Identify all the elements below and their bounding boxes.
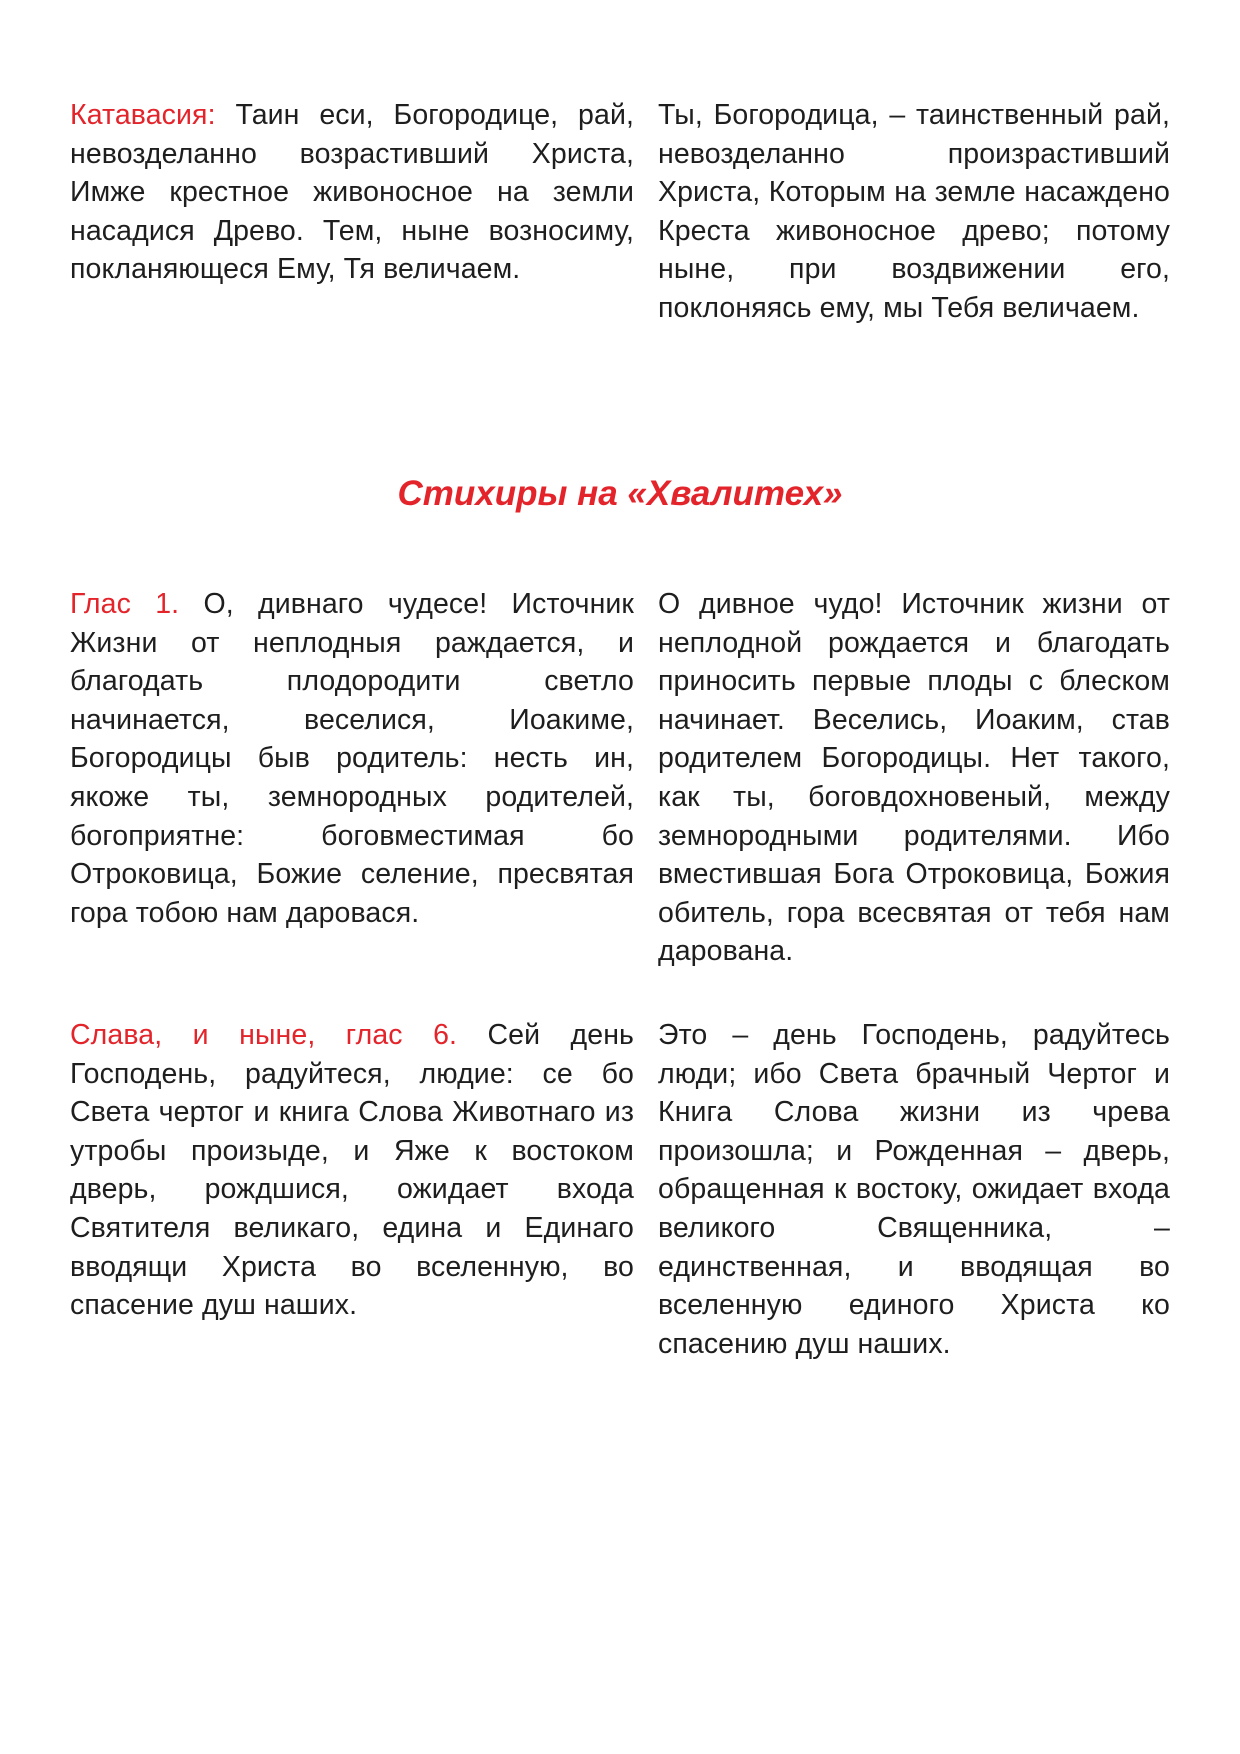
- slava-block: [70, 1016, 1170, 1363]
- katavasia-block: [70, 96, 1170, 328]
- slava-text: Сей день Господень, радуйтеся, людие: се бо Света чертог и книга Слова Животнаго из утробы произыде, и Яже к востоком дверь, рождшися, ожидает входа Святителя великаго, едина и Единаго вводящи Христа во вселенную, во спасение душ наших.: [70, 1019, 634, 1322]
- stichera-1-block: [70, 585, 1170, 971]
- stichera-1-label: Глас 1.: [70, 588, 180, 620]
- katavasia-text: Таин еси, Богородице, рай, невозделанно возрастивший Христа, Имже крестное живоносное на земли насадися Древо. Тем, ныне возносиму, покланяющеся Ему, Тя величаем.: [70, 99, 634, 286]
- stichera-1-church-slavonic: [70, 585, 634, 971]
- stichera-1-text: О, дивнаго чудесе! Источник Жизни от неплодныя раждается, и благодать плодородити светло начинается, веселися, Иоакиме, Богородицы быв родитель: несть ин, якоже ты, земнородных родителей, богоприятне: боговместимая бо Отроковица, Божие селение, пресвятая гора тобою нам даровася.: [70, 588, 634, 929]
- section-heading: Стихиры на «Хвалитех»: [397, 474, 843, 513]
- slava-translation: Это – день Господень, радуйтесь люди; ибо Света брачный Чертог и Книга Слова жизни из чрева произошла; и Рожденная – дверь, обращенная к востоку, ожидает входа великого Священника, – единственная, и вводящая во вселенную единого Христа ко спасению душ наших.: [658, 1019, 1170, 1360]
- stichera-1-translation: О дивное чудо! Источник жизни от неплодной рождается и благодать приносить первые плоды с блеском начинает. Веселись, Иоаким, став родителем Богородицы. Нет такого, как ты, боговдохновеный, между земнородными родителями. Ибо вместившая Бога Отроковица, Божия обитель, гора всесвятая от тебя нам дарована.: [658, 588, 1170, 968]
- katavasia-label: Катавасия:: [70, 99, 216, 131]
- slava-label: Слава, и ныне, глас 6.: [70, 1019, 458, 1051]
- slava-church-slavonic: [70, 1016, 634, 1363]
- katavasia-translation: Ты, Богородица, – таинственный рай, невозделанно произрастивший Христа, Которым на земле насаждено Креста живоносное древо; потому ныне, при воздвижении его, поклоняясь ему, мы Тебя величаем.: [658, 99, 1170, 324]
- katavasia-church-slavonic: [70, 96, 634, 328]
